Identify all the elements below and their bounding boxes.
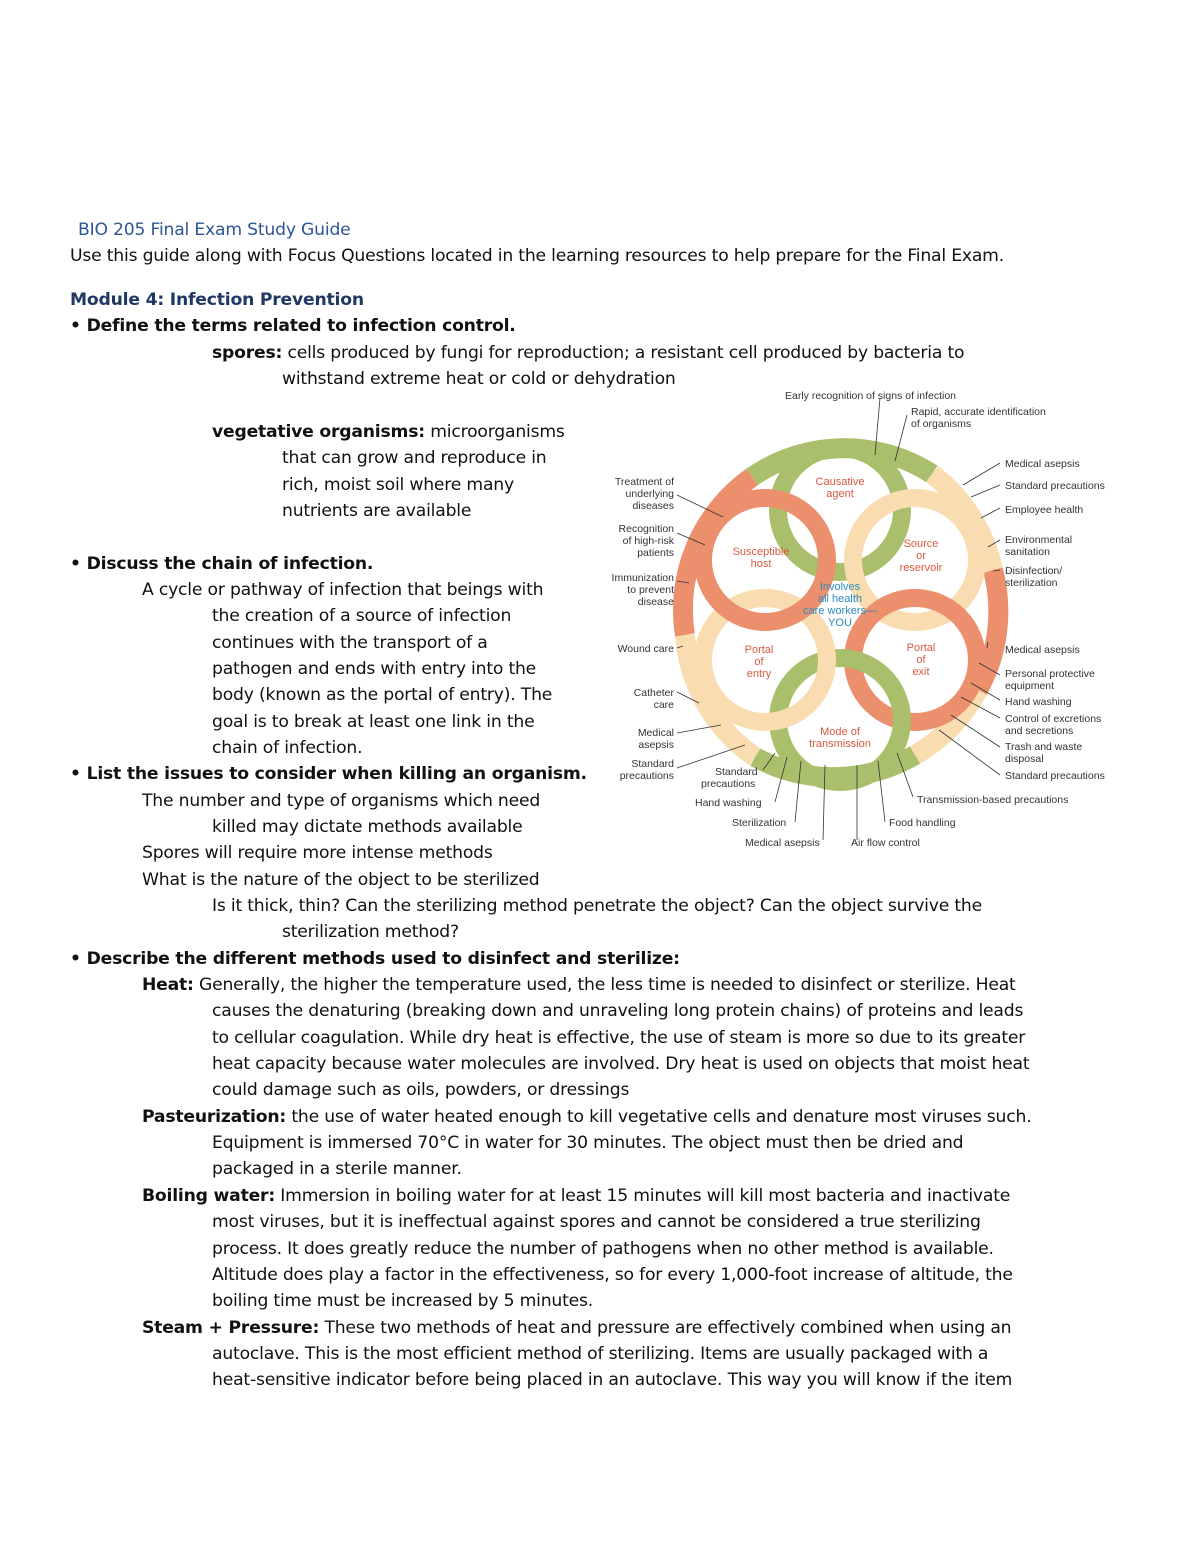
heat-line <box>142 972 1016 998</box>
intro-text: Use this guide along with Focus Questions located in the learning resources to help prepare for the Final Exam. <box>70 246 1004 266</box>
pasteurization-text-2: Equipment is immersed 70°C in water for 30 minutes. The object must then be dried and <box>212 1133 964 1153</box>
label-recog-1: Recognition <box>618 523 674 535</box>
chain-text-7: chain of infection. <box>212 738 363 758</box>
boiling-term: Boiling water: <box>142 1186 276 1206</box>
label-dis-2: sterilization <box>1005 577 1058 589</box>
label-med-asepsis-r2: Medical asepsis <box>1005 644 1080 656</box>
vegetative-def-2: that can grow and reproduce in <box>282 448 547 468</box>
causative-label-2: agent <box>826 488 854 500</box>
pasteurization-line <box>142 1104 1031 1130</box>
chain-text-3: continues with the transport of a <box>212 633 488 653</box>
center-label-4: YOU <box>828 617 852 629</box>
issue-5: Is it thick, thin? Can the sterilizing method penetrate the object? Can the object survive the <box>212 896 982 916</box>
bullet-define-terms: • Define the terms related to infection control. <box>70 316 516 336</box>
label-std-b-2: precautions <box>701 778 756 790</box>
label-std-prec-r2: Standard precautions <box>1005 770 1105 782</box>
label-rapid-2: of organisms <box>911 418 972 430</box>
vegetative-line <box>212 419 565 445</box>
label-recog-3: patients <box>637 547 674 559</box>
boiling-text-2: most viruses, but it is ineffectual against spores and cannot be considered a true sterilizing <box>212 1212 981 1232</box>
label-early-recognition: Early recognition of signs of infection <box>785 390 957 402</box>
label-trans-based: Transmission-based precautions <box>917 794 1069 806</box>
label-cath-2: care <box>653 699 674 711</box>
exit-label-1: Portal <box>906 642 936 654</box>
chain-text-1: A cycle or pathway of infection that beings with <box>142 580 544 600</box>
vegetative-def-4: nutrients are available <box>282 501 472 521</box>
steam-text-3: heat-sensitive indicator before being placed in an autoclave. This way you will know if the item <box>212 1370 1013 1390</box>
label-env-2: sanitation <box>1005 546 1050 558</box>
spores-term: spores: <box>212 343 283 363</box>
label-med-asepsis-b: Medical asepsis <box>745 837 820 849</box>
entry-label-2: of <box>754 656 764 668</box>
heat-text-1: Generally, the higher the temperature used, the less time is needed to disinfect or sterilize. Heat <box>199 975 1016 995</box>
steam-term: Steam + Pressure: <box>142 1318 320 1338</box>
center-label-2: all health <box>817 593 863 605</box>
heat-text-3: to cellular coagulation. While dry heat is effective, the use of steam is more so due to its greater <box>212 1028 1026 1048</box>
label-std-l-2: precautions <box>619 770 674 782</box>
label-ctrl-1: Control of excretions <box>1005 713 1102 725</box>
host-label-1: Susceptible <box>732 546 790 558</box>
chain-text-4: pathogen and ends with entry into the <box>212 659 537 679</box>
module-heading: Module 4: Infection Prevention <box>70 290 364 310</box>
label-wound: Wound care <box>617 643 674 655</box>
label-ppe-1: Personal protective <box>1005 668 1095 680</box>
host-label-2: host <box>750 558 772 570</box>
spores-definition: cells produced by fungi for reproduction; a resistant cell produced by bacteria to <box>287 343 965 363</box>
vegetative-definition: microorganisms <box>430 422 565 442</box>
label-treat-2: underlying <box>625 488 674 500</box>
pasteurization-text-1: the use of water heated enough to kill vegetative cells and denature most viruses such. <box>291 1107 1032 1127</box>
mode-label-2: transmission <box>809 738 871 750</box>
heat-text-4: heat capacity because water molecules are involved. Dry heat is used on objects that moist heat <box>212 1054 1030 1074</box>
label-treat-3: diseases <box>632 500 674 512</box>
label-immun-3: disease <box>637 596 674 608</box>
chain-of-infection-diagram <box>595 385 1125 855</box>
label-rapid-1: Rapid, accurate identification <box>911 406 1046 418</box>
label-treat-1: Treatment of <box>614 476 674 488</box>
issue-3: Spores will require more intense methods <box>142 843 493 863</box>
label-airflow: Air flow control <box>851 837 920 849</box>
chain-text-2: the creation of a source of infection <box>212 606 512 626</box>
entry-label-3: entry <box>746 668 772 680</box>
exit-label-3: exit <box>912 666 930 678</box>
label-dis-1: Disinfection/ <box>1005 565 1063 577</box>
label-std-l-1: Standard <box>631 758 674 770</box>
label-cath-1: Catheter <box>633 687 674 699</box>
issue-2: killed may dictate methods available <box>212 817 523 837</box>
pasteurization-text-3: packaged in a sterile manner. <box>212 1159 462 1179</box>
bullet-killing-issues: • List the issues to consider when killing an organism. <box>70 764 587 784</box>
bullet-chain-of-infection: • Discuss the chain of infection. <box>70 554 374 574</box>
source-label-3: reservoir <box>899 562 943 574</box>
heat-text-5: could damage such as oils, powders, or dressings <box>212 1080 630 1100</box>
label-immun-1: Immunization <box>611 572 674 584</box>
label-std-prec-r1: Standard precautions <box>1005 480 1105 492</box>
boiling-line <box>142 1183 1010 1209</box>
label-std-b-1: Standard <box>715 766 758 778</box>
chain-text-5: body (known as the portal of entry). The <box>212 685 553 705</box>
source-label-1: Source <box>903 538 939 550</box>
label-immun-2: to prevent <box>627 584 674 596</box>
label-food: Food handling <box>889 817 956 829</box>
heat-term: Heat: <box>142 975 194 995</box>
label-hand-r: Hand washing <box>1005 696 1072 708</box>
label-ctrl-2: and secretions <box>1005 725 1074 737</box>
heat-text-2: causes the denaturing (breaking down and unraveling long protein chains) of proteins and leads <box>212 1001 1024 1021</box>
label-hand-b: Hand washing <box>695 797 762 809</box>
boiling-text-1: Immersion in boiling water for at least 15 minutes will kill most bacteria and inactivate <box>280 1186 1011 1206</box>
issue-4: What is the nature of the object to be sterilized <box>142 870 540 890</box>
boiling-text-5: boiling time must be increased by 5 minutes. <box>212 1291 594 1311</box>
label-med-l-1: Medical <box>637 727 674 739</box>
issue-6: sterilization method? <box>282 922 459 942</box>
bullet-methods: • Describe the different methods used to disinfect and sterilize: <box>70 949 680 969</box>
label-steril-b: Sterilization <box>732 817 787 829</box>
label-env-1: Environmental <box>1005 534 1073 546</box>
issue-1: The number and type of organisms which need <box>142 791 541 811</box>
source-label-2: or <box>916 550 926 562</box>
boiling-text-4: Altitude does play a factor in the effectiveness, so for every 1,000-foot increase of altitude, the <box>212 1265 1013 1285</box>
steam-text-2: autoclave. This is the most efficient method of sterilizing. Items are usually packaged with a <box>212 1344 989 1364</box>
label-employee-health: Employee health <box>1005 504 1084 516</box>
spores-definition-cont: withstand extreme heat or cold or dehydration <box>282 369 676 389</box>
causative-label-1: Causative <box>815 476 865 488</box>
pasteurization-term: Pasteurization: <box>142 1107 287 1127</box>
steam-text-1: These two methods of heat and pressure are effectively combined when using an <box>324 1318 1012 1338</box>
steam-line <box>142 1315 1011 1341</box>
center-label-1: Involves <box>819 581 861 593</box>
center-label-3: care workers— <box>803 605 877 617</box>
label-med-asepsis-r1: Medical asepsis <box>1005 458 1080 470</box>
exit-label-2: of <box>916 654 926 666</box>
label-recog-2: of high-risk <box>622 535 674 547</box>
document-title: BIO 205 Final Exam Study Guide <box>78 220 351 240</box>
label-ppe-2: equipment <box>1005 680 1055 692</box>
vegetative-def-3: rich, moist soil where many <box>282 475 514 495</box>
label-trash-2: disposal <box>1005 753 1044 765</box>
entry-label-1: Portal <box>744 644 774 656</box>
label-med-l-2: asepsis <box>638 739 674 751</box>
boiling-text-3: process. It does greatly reduce the number of pathogens when no other method is available. <box>212 1239 994 1259</box>
vegetative-term: vegetative organisms: <box>212 422 425 442</box>
label-trash-1: Trash and waste <box>1005 741 1083 753</box>
chain-text-6: goal is to break at least one link in the <box>212 712 535 732</box>
mode-label-1: Mode of <box>820 726 860 738</box>
spores-line <box>212 340 964 366</box>
